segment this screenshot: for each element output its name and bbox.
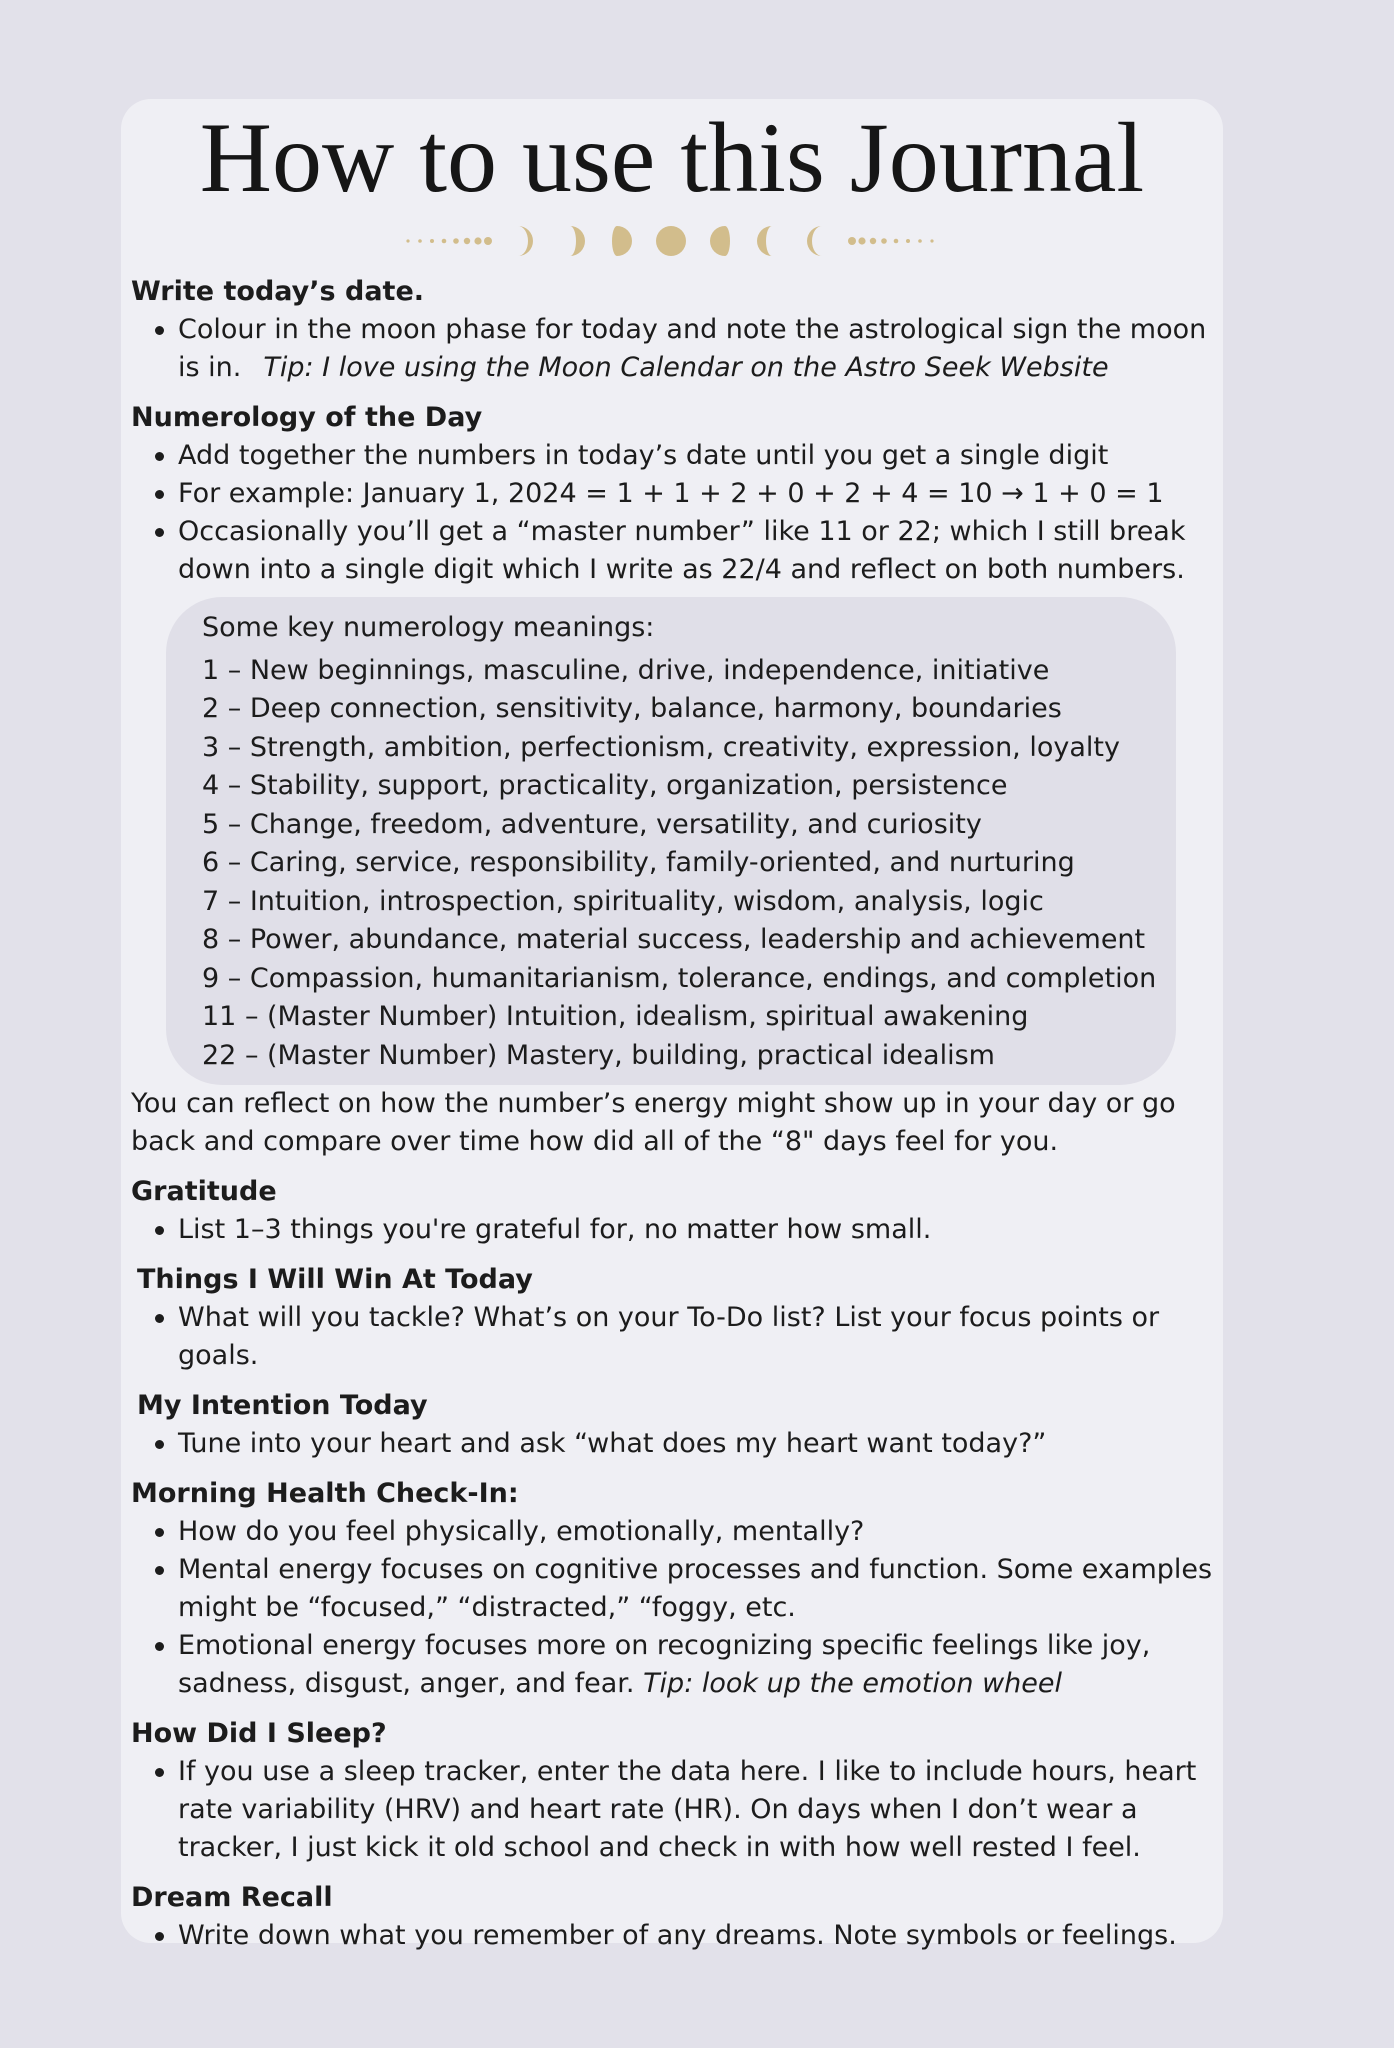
list-item (131, 1627, 1231, 1703)
health-bullets (131, 1513, 1231, 1703)
meaning-line: 9 – Compassion, humanitarianism, tolerance, endings, and completion (202, 962, 1157, 994)
meaning-line: 22 – (Master Number) Mastery, building, practical idealism (202, 1039, 995, 1071)
section-heading-intention: My Intention Today (137, 1390, 428, 1421)
waxing-gibbous-icon (612, 226, 632, 256)
list-item: If you use a sleep tracker, enter the data here. I like to include hours, heart rate variability (HRV) and heart rate (HR). On days when I don’t wear a tracker, I just kick it old school and check in with how well rested I feel. (131, 1753, 1231, 1867)
section-heading-health: Morning Health Check-In: (131, 1478, 519, 1509)
last-quarter-icon (757, 226, 772, 256)
meaning-line: 2 – Deep connection, sensitivity, balance, harmony, boundaries (202, 693, 1062, 724)
list-item: Occasionally you’ll get a “master number” like 11 or 22; which I still break down into a single digit which I write as 22/4 and reflect on both numbers. (131, 513, 1231, 589)
section-heading-numerology: Numerology of the Day (131, 402, 483, 433)
bullet-text: Colour in the moon phase for today and note the astrological sign the moon is in. (178, 314, 1207, 383)
win-bullets (131, 1299, 1231, 1375)
meaning-line: 8 – Power, abundance, material success, leadership and achievement (202, 924, 1146, 955)
gratitude-bullets (131, 1211, 1231, 1249)
list-item (131, 311, 1231, 387)
numerology-meanings-panel (166, 597, 1176, 1085)
meaning-line: 7 – Intuition, introspection, spirituality, wisdom, analysis, logic (202, 885, 1044, 917)
list-item: Write down what you remember of any dreams. Note symbols or feelings. (131, 1917, 1231, 1955)
meaning-line: 1 – New beginnings, masculine, drive, independence, initiative (202, 654, 1050, 686)
numerology-bullets (131, 437, 1231, 589)
list-item: Mental energy focuses on cognitive processes and function. Some examples might be “focused,” “distracted,” “foggy, etc. (131, 1551, 1231, 1627)
meaning-line: 11 – (Master Number) Intuition, idealism, spiritual awakening (202, 1001, 1029, 1032)
bullet-text: Emotional energy focuses more on recognizing specific feelings like joy, sadness, disgust, anger, and fear. (178, 1630, 1151, 1699)
moon-phases-divider (400, 219, 940, 263)
sleep-bullets (131, 1753, 1231, 1867)
list-item: Tune into your heart and ask “what does my heart want today?” (131, 1425, 1231, 1463)
meaning-line: 5 – Change, freedom, adventure, versatility, and curiosity (202, 808, 982, 840)
date-bullets (131, 311, 1231, 387)
intention-bullets (131, 1425, 1231, 1463)
list-item: List 1–3 things you're grateful for, no matter how small. (131, 1211, 1231, 1249)
meanings-intro: Some key numerology meanings: (202, 612, 655, 643)
tip-text: Tip: I love using the Moon Calendar on the Astro Seek Website (263, 352, 1109, 383)
section-heading-sleep: How Did I Sleep? (131, 1718, 387, 1749)
instructions (131, 273, 1231, 1967)
meaning-line: 6 – Caring, service, responsibility, family-oriented, and nurturing (202, 847, 1075, 878)
section-heading-win: Things I Will Win At Today (137, 1264, 533, 1295)
waning-crescent-icon (807, 226, 822, 256)
numerology-reflect-text: You can reflect on how the number’s energy might show up in your day or go back and compare over time how did all of the “8" days feel for you. (131, 1088, 1176, 1157)
section-heading-gratitude: Gratitude (131, 1176, 277, 1207)
page-title: How to use this Journal (199, 102, 1145, 213)
list-item: What will you tackle? What’s on your To-Do list? List your focus points or goals. (131, 1299, 1231, 1375)
full-moon-icon (656, 226, 686, 256)
first-quarter-icon (570, 226, 585, 256)
tip-text: Tip: look up the emotion wheel (643, 1668, 1063, 1699)
dot-icon (406, 239, 409, 242)
list-item: Add together the numbers in today’s date until you get a single digit (131, 437, 1231, 475)
waning-gibbous-icon (710, 226, 730, 256)
dream-bullets (131, 1917, 1231, 1955)
section-heading-date: Write today’s date. (131, 276, 425, 307)
list-item: How do you feel physically, emotionally, mentally? (131, 1513, 1231, 1551)
waxing-crescent-icon (518, 226, 533, 256)
meaning-line: 3 – Strength, ambition, perfectionism, creativity, expression, loyalty (202, 731, 1120, 763)
section-heading-dream: Dream Recall (131, 1882, 333, 1913)
list-item: For example: January 1, 2024 = 1 + 1 + 2 + 0 + 2 + 4 = 10 → 1 + 0 = 1 (131, 475, 1231, 513)
meaning-line: 4 – Stability, support, practicality, organization, persistence (202, 770, 1008, 801)
